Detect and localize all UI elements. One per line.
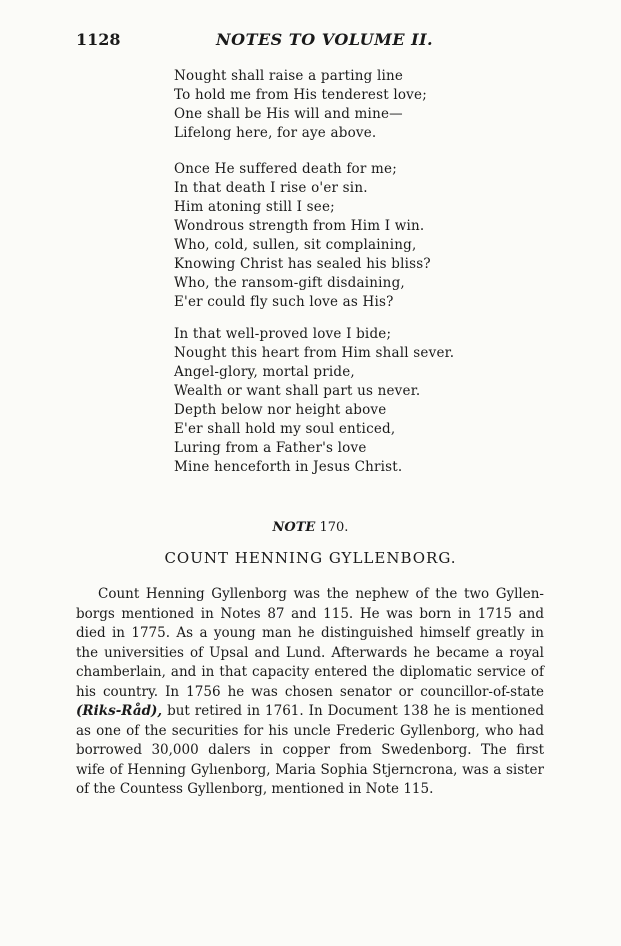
poem-line: Angel-glory, mortal pride, (174, 364, 355, 380)
body-line-rest: but retired in 1761. In Document 138 he is mentioned (162, 703, 544, 719)
poem-line: Wealth or want shall part us never. (174, 383, 421, 399)
note-number (0, 520, 621, 535)
body-line: borrowed 30,000 dalers in copper from Swedenborg. The first (76, 742, 544, 758)
body-line: wife of Henning Gylıenborg, Maria Sophia Stjerncrona, was a sister (76, 761, 544, 778)
poem-stanza-1 (174, 67, 427, 143)
poem-line: Nought this heart from Him shall sever. (174, 345, 455, 361)
body-line: chamberlain, and in that capacity entered the diplomatic service of (76, 664, 544, 680)
poem-line: In that well-proved love I bide; (174, 326, 392, 342)
poem-line: To hold me from His tenderest love; (174, 87, 427, 103)
section-title: COUNT HENNING GYLLENBORG. (164, 549, 457, 567)
note-label: NOTE (272, 520, 316, 535)
note-number-value: 170. (319, 520, 349, 535)
poem-line: In that death I rise o'er sin. (174, 180, 368, 196)
poem-line: Who, the ransom-gift disdaining, (174, 275, 405, 291)
body-line (76, 702, 544, 722)
poem-line: Lifelong here, for aye above. (174, 125, 377, 141)
page-number: 1128 (76, 30, 121, 49)
poem-line: Who, cold, sullen, sit complaining, (174, 237, 417, 253)
poem-line: E'er could fly such love as His? (174, 294, 394, 310)
body-line: of the Countess Gyllenborg, mentioned in Note 115. (76, 781, 434, 797)
poem-line: One shall be His will and mine— (174, 106, 403, 122)
body-line: borgs mentioned in Notes 87 and 115. He was born in 1715 and (76, 605, 544, 622)
body-line: the universities of Upsal and Lund. Afterwards he became a royal (76, 644, 544, 661)
body-line: Count Henning Gyllenborg was the nephew of the two Gyllen- (98, 586, 544, 602)
body-paragraph (76, 585, 544, 800)
italic-term: (Riks-Råd), (76, 703, 163, 719)
poem-line: Him atoning still I see; (174, 199, 335, 215)
body-line: died in 1775. As a young man he distinguished himself greatly in (76, 625, 544, 641)
poem-line: Depth below nor height above (174, 402, 387, 418)
body-line: as one of the securities for his uncle Frederic Gyllenborg, who had (76, 722, 544, 739)
poem-line: Mine henceforth in Jesus Christ. (174, 459, 403, 475)
poem-line: Nought shall raise a parting line (174, 68, 404, 84)
body-line: his country. In 1756 he was chosen senator or councillor-of-state (76, 683, 544, 700)
poem-line: Wondrous strength from Him I win. (174, 218, 425, 234)
poem-line: Once He suffered death for me; (174, 161, 397, 177)
running-title: NOTES TO VOLUME II. (216, 30, 434, 49)
poem-stanza-3 (174, 325, 454, 477)
poem-line: Knowing Christ has sealed his bliss? (174, 256, 431, 272)
poem-stanza-2 (174, 160, 431, 312)
poem-line: Luring from a Father's love (174, 440, 367, 456)
poem-line: E'er shall hold my soul enticed, (174, 421, 396, 437)
